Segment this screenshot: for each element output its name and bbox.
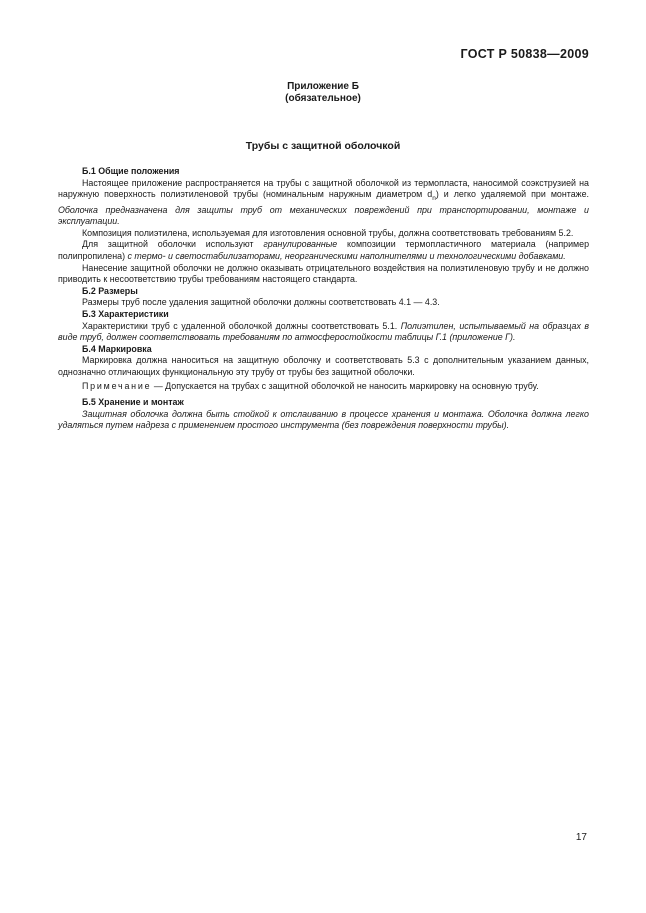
text-run: композиции термопластичного материала (например полипропилена) (58, 239, 590, 261)
annex-status: (обязательное) (285, 93, 361, 104)
paragraph-characteristics (58, 321, 589, 344)
italic-text: с термо- и светостабилизаторами, неорганическими наполнителями и технологическими добавками. (127, 250, 566, 261)
subscript-n: n (432, 194, 436, 202)
text-run: Для защитной оболочки используют (82, 239, 254, 250)
paragraph-composition: Композиция полиэтилена, используемая для изготовления основной трубы, должна соответствовать требованиям 5.2. (82, 227, 574, 238)
section-heading-dimensions: Б.2 Размеры (82, 285, 138, 296)
note (58, 381, 589, 393)
italic-text: Полиэтилен, испытываемый на образцах в виде труб, должен соответствовать требованиям по атмосферостойкости таблицы Г.1 (приложение Г). (58, 320, 589, 343)
document-body (58, 166, 589, 432)
annex-heading (0, 81, 646, 105)
text-run: Характеристики труб с удаленной оболочкой должны соответствовать 5.1. (82, 320, 398, 331)
paragraph-marking: Маркировка должна наноситься на защитную оболочку и соответствовать 5.3 с дополнительным указанием данных, однозначно отличающих функциональную эту трубу от трубы без защитной оболочки. (58, 355, 589, 377)
text-run: ) и легко удаляемой при монтаже. (435, 189, 589, 200)
paragraph-application: Нанесение защитной оболочки не должно оказывать отрицательного воздействия на полиэтиленовую трубу и не должно приводить к несоответствию трубы требованиям настоящего стандарта. (58, 262, 589, 285)
standard-number: ГОСТ Р 50838—2009 (460, 47, 589, 61)
note-text: — Допускается на трубах с защитной оболочкой не наносить маркировку на основную трубу. (153, 381, 539, 392)
annex-title: Приложение Б (287, 81, 359, 92)
italic-text: Оболочка предназначена для защиты труб от механических повреждений при транспортировании, монтаже и эксплуатации. (58, 204, 589, 227)
paragraph-storage: Защитная оболочка должна быть стойкой к отслаиванию в процессе хранения и монтажа. Оболочка должна легко удаляться путем надреза с применением простого инструмента (без повреждения поверхности трубы). (58, 408, 589, 431)
section-heading-storage: Б.5 Хранение и монтаж (82, 397, 184, 408)
page-number: 17 (575, 832, 587, 843)
section-heading-characteristics: Б.3 Характеристики (82, 308, 169, 319)
section-heading-marking: Б.4 Маркировка (82, 343, 152, 354)
section-heading-general: Б.1 Общие положения (82, 166, 180, 176)
paragraph-scope (58, 178, 589, 228)
note-label: Примечание (82, 381, 152, 392)
italic-text: гранулированные (263, 239, 338, 250)
text-run: Настоящее приложение распространяется на трубы с защитной оболочкой из термопласта, наносимой соэкструзией на наружную поверхность полиэтиленовой трубы (номинальным наружным диаметром d (58, 177, 589, 200)
document-title: Трубы с защитной оболочкой (245, 140, 401, 152)
paragraph-dimensions: Размеры труб после удаления защитной оболочки должны соответствовать 4.1 — 4.3. (82, 297, 440, 308)
paragraph-sheath-material (58, 239, 589, 262)
